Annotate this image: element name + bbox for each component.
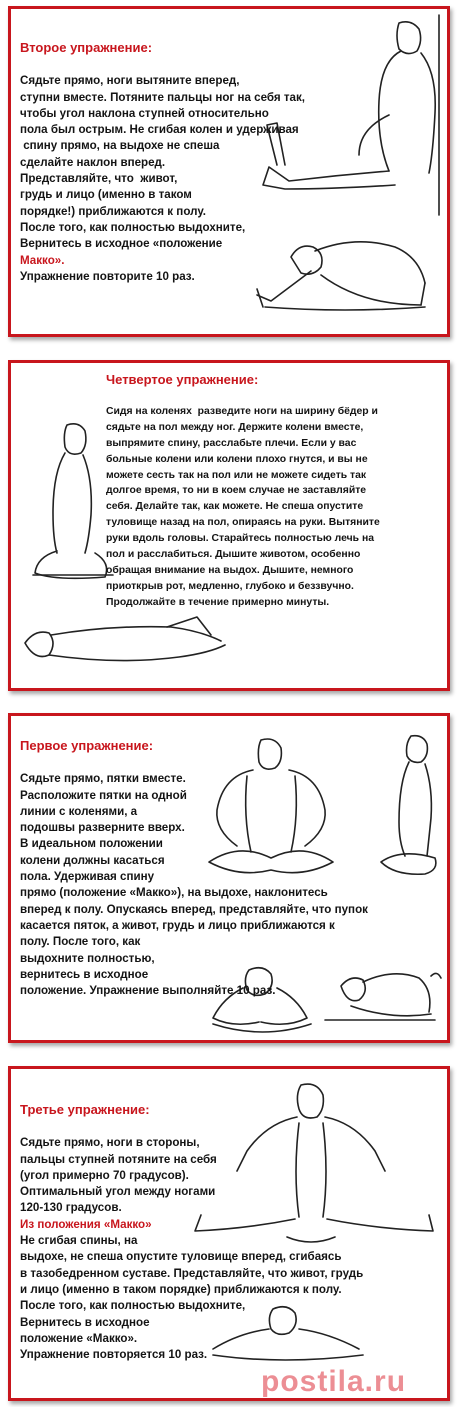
figure-lying-reclined xyxy=(17,603,237,683)
exercise-instructions: Сидя на коленях разведите ноги на ширину бёдер и сядьте на пол между ног. Держите колени вместе, выпрямите спину, расслабьте плечи. Если у вас больные колени или колени плохо гнутся, и вы не можете сесть так на пол или не можете сидеть так долгое время, то ни в коем случае не заставляйте себя. Делайте так, как можете. Не спеша опустите туловище назад на пол, опираясь на руки. Вытяните руки вдоль головы. Старайтесь полностью лечь на пол и расслабиться. Дышите животом, особенно обращая внимание на выдох. Дышите, немного приоткрыв рот, медленно, глубоко и беззвучно. Продолжайте в течение примерно минуты. xyxy=(106,405,380,608)
exercise-title: Третье упражнение: xyxy=(20,1102,150,1117)
exercise-card-first xyxy=(8,713,450,1043)
watermark-logo: postila.ru xyxy=(261,1365,407,1398)
figure-kneeling-seated xyxy=(27,419,117,599)
exercise-card-fourth xyxy=(8,360,450,691)
exercise-title: Второе упражнение: xyxy=(20,40,153,55)
exercise-title: Четвертое упражнение: xyxy=(106,372,259,387)
figure-kneeling-side xyxy=(371,730,441,880)
exercise-instructions: Сядьте прямо, пятки вместе. Расположите пятки на одной линии с коленями, а подошвы разверните вверх. В идеальном положении колени должны касаться пола. Удерживая спину прямо (положение «Макко»), на выдохе, наклонитесь вперед к полу. Опускаясь вперед, представляйте, что пупок касается пяток, а живот, грудь и лицо приближаются к полу. После того, как выдохните полностью, вернитесь в исходное положение. Упражнение выполняйте 10 раз. xyxy=(20,772,368,998)
exercise-title: Первое упражнение: xyxy=(20,738,154,753)
exercise-instructions: Сядьте прямо, ноги в стороны, пальцы ступней потяните на себя (угол примерно 70 градусов). Оптимальный угол между ногами 120-130 градусов. Из положения «Макко» Не сгибая спины, на выдохе, не спеша опустите туловище вперед, сгибаясь в тазобедренном суставе. Представляйте, что живот, грудь и лицо (именно в таком порядке) приближаются к полу. После того, как полностью выдохните, Вернитесь в исходное положение «Макко». Упражнение повторяется 10 раз. xyxy=(20,1136,364,1362)
exercise-card-third xyxy=(8,1066,450,1401)
exercise-instructions: Сядьте прямо, ноги вытяните вперед, ступни вместе. Потяните пальцы ног на себя так, чтобы угол наклона ступней относительно пола был острым. Не сгибая колен и удерживая спину прямо, на выдохе не спеша сделайте наклон вперед. Представляйте, что живот, грудь и лицо (именно в таком порядке!) приближаются к полу. После того, как полностью выдохните, Вернитесь в исходное «положение Макко». Упражнение повторите 10 раз. xyxy=(20,74,306,283)
exercise-card-second xyxy=(8,6,450,337)
